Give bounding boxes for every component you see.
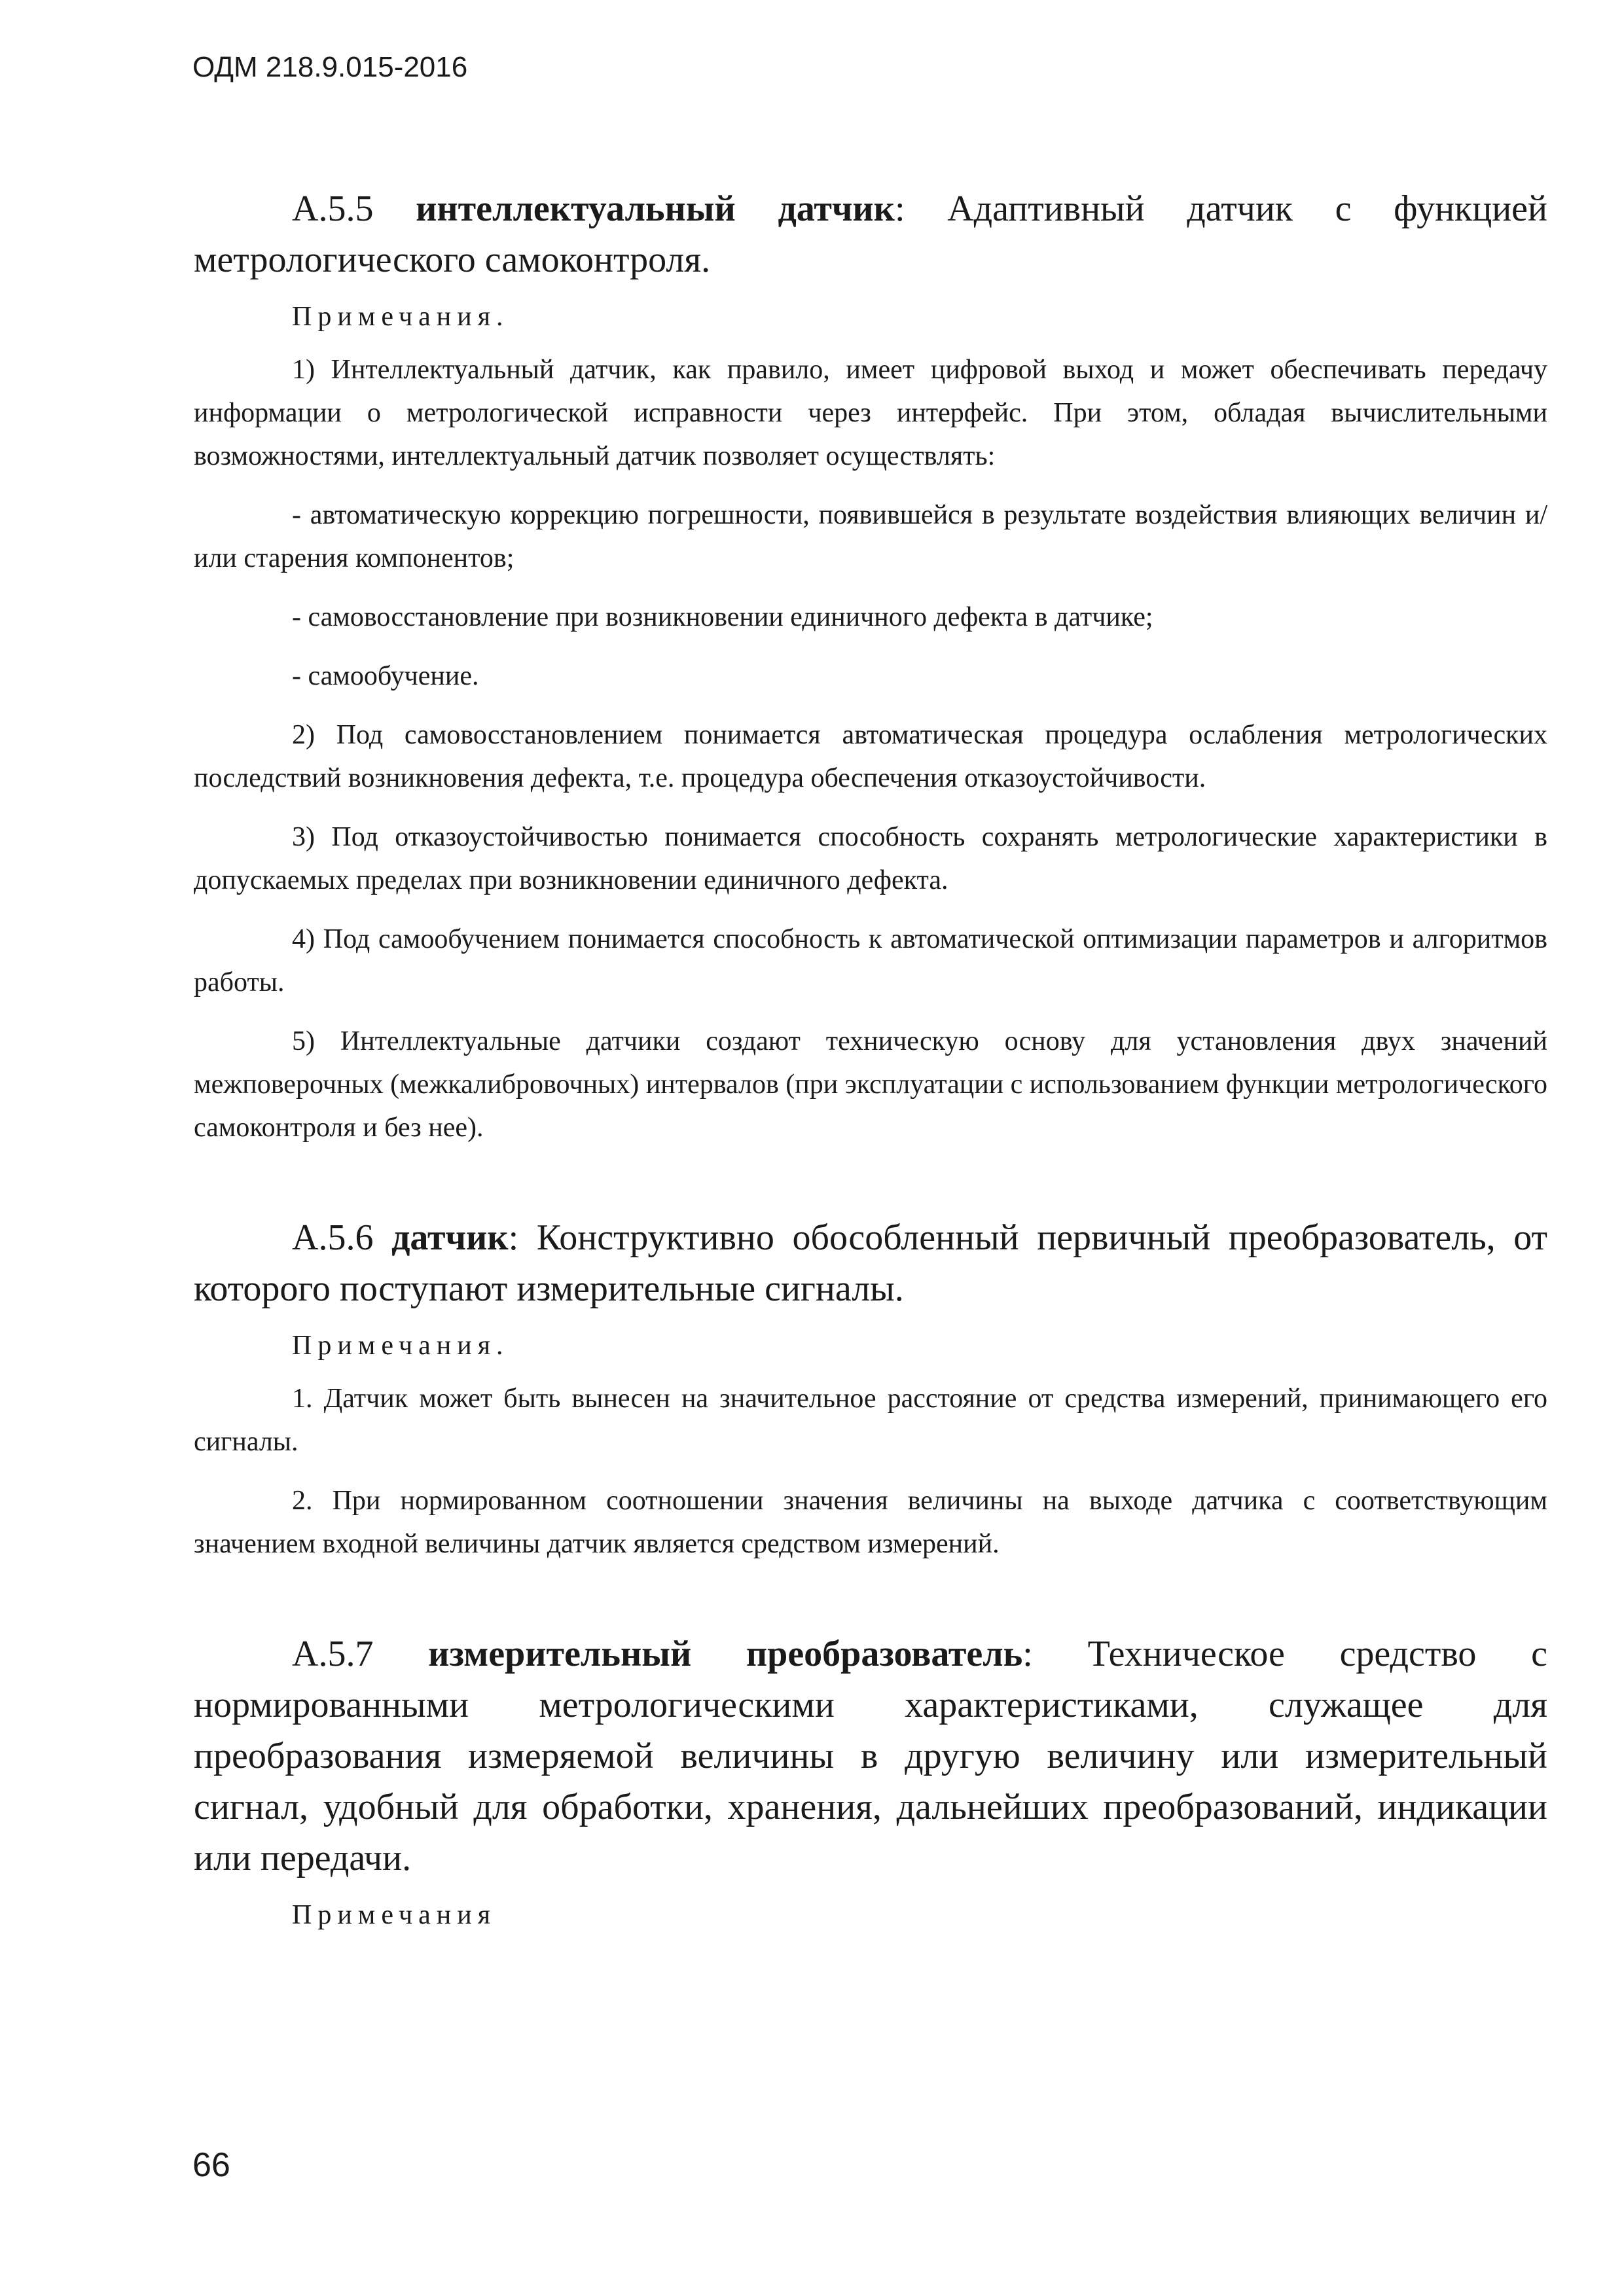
notes-label: Примечания. [292,1331,509,1361]
term-a55 [194,183,1547,285]
document-code-header: ОДМ 218.9.015-2016 [192,51,468,83]
note-paragraph: 1. Датчик может быть вынесен на значительное расстояние от средства измерений, принимающего его сигналы. [194,1384,1547,1457]
notes-label: Примечания. [292,302,509,332]
term-definition: : Адаптивный датчик с функцией метрологического самоконтроля. [194,188,1548,280]
term-title: датчик [391,1217,509,1258]
note-paragraph: 2) Под самовосстановлением понимается автоматическая процедура ослабления метрологических последствий возникновения дефекта, т.е. процедура обеспечения отказоустойчивости. [194,720,1547,793]
term-title: измерительный преобразователь [428,1634,1023,1674]
term-number: А.5.7 [292,1634,374,1674]
page-number: 66 [192,2146,230,2184]
note-paragraph: 4) Под самообучением понимается способность к автоматической оптимизации параметров и алгоритмов работы. [194,924,1547,997]
note-paragraph: 1) Интеллектуальный датчик, как правило, имеет цифровой выход и может обеспечивать передачу информации о метрологической исправности через интерфейс. При этом, обладая вычислительными возможностями, интеллектуальный датчик позволяет осуществлять: [194,355,1547,471]
term-title: интеллектуальный датчик [416,188,895,229]
note-paragraph: 5) Интеллектуальные датчики создают техническую основу для установления двух значений межповерочных (межкалибровочных) интервалов (при эксплуатации с использованием функции метрологического самоконтроля и без нее). [194,1026,1547,1143]
note-paragraph: 2. При нормированном соотношении значения величины на выходе датчика с соответствующим значением входной величины датчик является средством измерений. [194,1486,1547,1559]
term-definition: : Конструктивно обособленный первичный преобразователь, от которого поступают измерительные сигналы. [194,1217,1548,1309]
term-definition: : Техническое средство с нормированными метрологическими характеристиками, служащее для преобразования измеряемой величины в другую величину или измерительный сигнал, удобный для обработки, хранения, дальнейших преобразований, индикации или передачи. [194,1634,1547,1878]
term-number: А.5.6 [292,1217,374,1258]
page-body [194,183,1547,1931]
bullet-item: - самовосстановление при возникновении единичного дефекта в датчике; [292,602,1153,632]
notes-label: Примечания [292,1900,497,1930]
bullet-item: - автоматическую коррекцию погрешности, появившейся в результате воздействия влияющих величин и/или старения компонентов; [194,500,1547,573]
term-a56 [194,1212,1547,1314]
term-a57 [194,1628,1547,1884]
note-paragraph: 3) Под отказоустойчивостью понимается способность сохранять метрологические характеристики в допускаемых пределах при возникновении единичного дефекта. [194,822,1547,895]
term-number: А.5.5 [292,188,374,229]
bullet-item: - самообучение. [292,661,479,691]
